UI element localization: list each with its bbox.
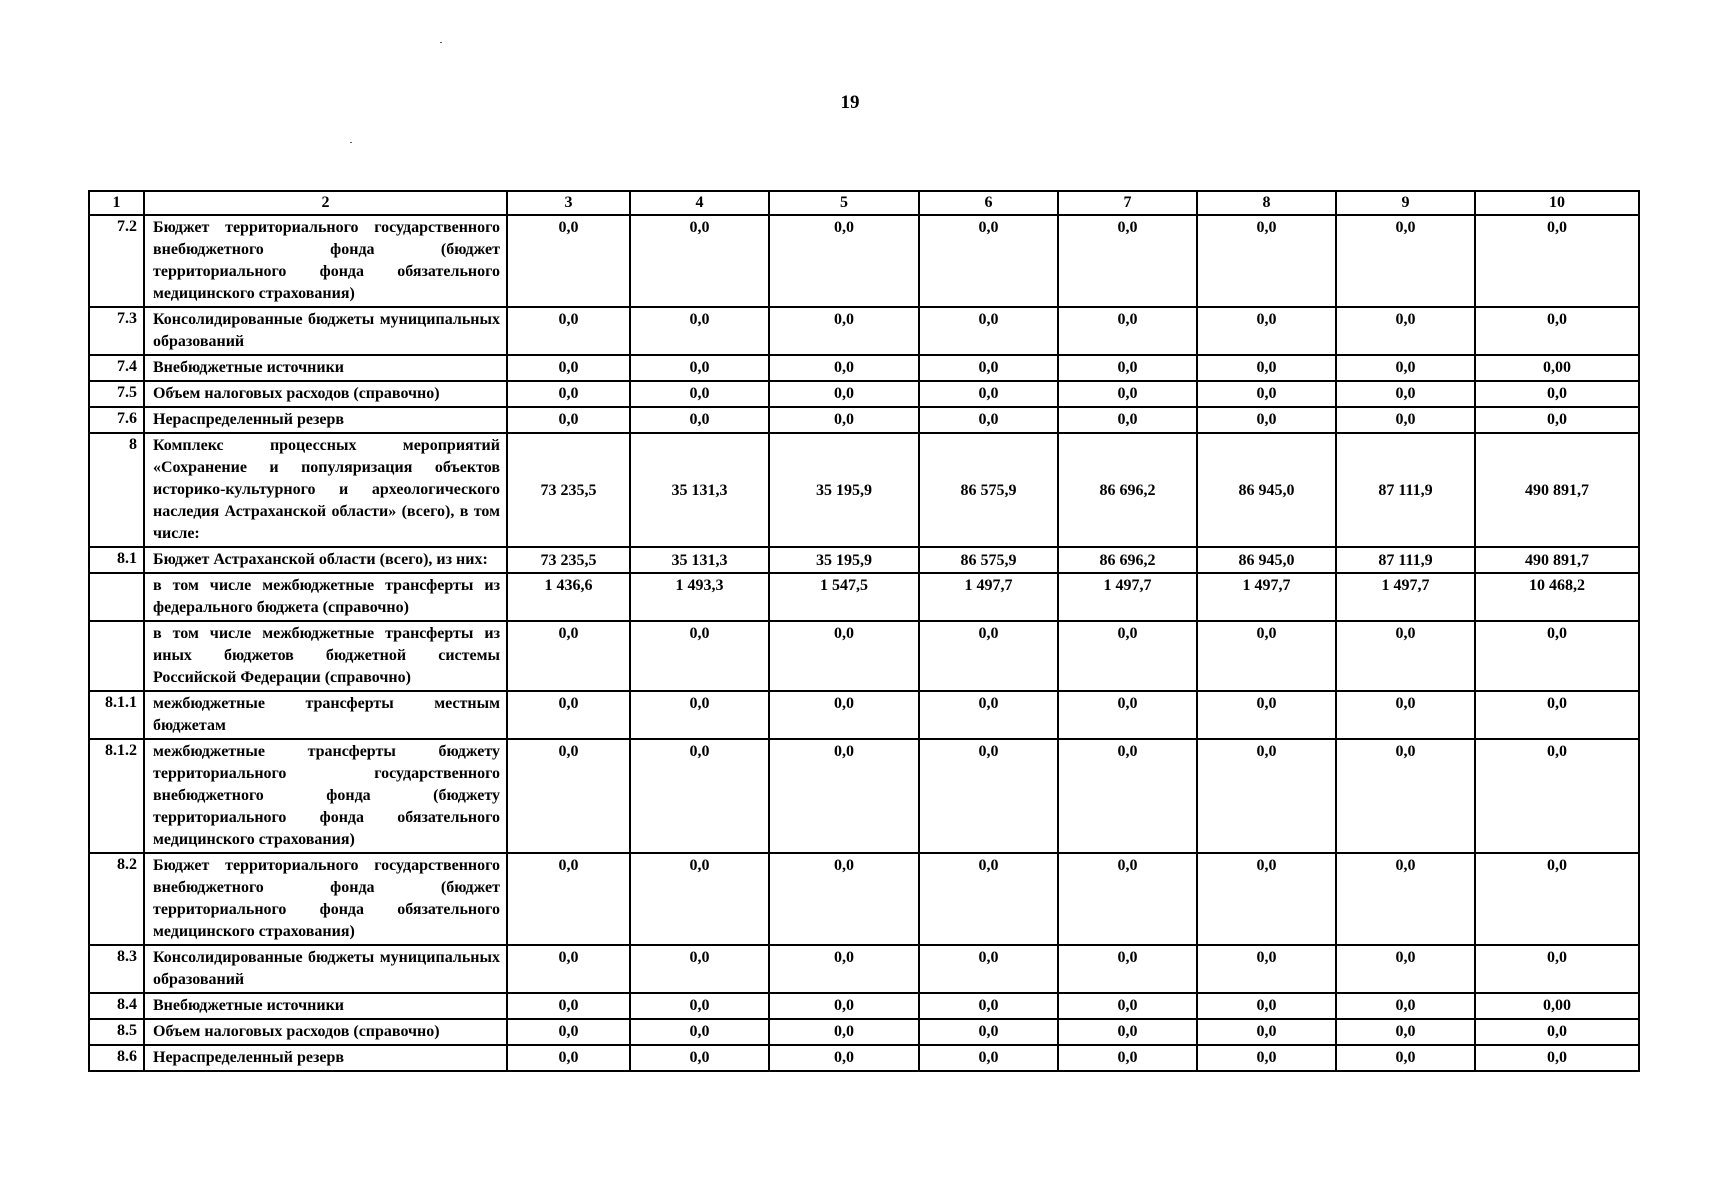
value-cell: 0,0 bbox=[507, 307, 630, 355]
row-number: 8.4 bbox=[89, 993, 144, 1019]
header-cell: 1 bbox=[89, 191, 144, 215]
header-cell: 6 bbox=[919, 191, 1058, 215]
value-cell: 0,0 bbox=[1197, 407, 1336, 433]
value-cell: 0,0 bbox=[1058, 355, 1197, 381]
value-cell: 1 497,7 bbox=[919, 573, 1058, 621]
value-cell: 0,0 bbox=[1058, 407, 1197, 433]
row-name: Внебюджетные источники bbox=[144, 993, 507, 1019]
row-number: 7.5 bbox=[89, 381, 144, 407]
value-cell: 86 945,0 bbox=[1197, 433, 1336, 547]
value-cell: 0,0 bbox=[1058, 215, 1197, 307]
value-cell: 0,0 bbox=[1336, 1019, 1475, 1045]
row-number: 8.1.1 bbox=[89, 691, 144, 739]
value-cell: 0,0 bbox=[769, 307, 919, 355]
row-number: 8.2 bbox=[89, 853, 144, 945]
value-cell: 0,0 bbox=[1058, 945, 1197, 993]
value-cell: 0,0 bbox=[630, 691, 769, 739]
value-cell: 0,0 bbox=[919, 993, 1058, 1019]
value-cell: 0,0 bbox=[769, 1045, 919, 1071]
value-cell: 0,0 bbox=[507, 691, 630, 739]
value-cell: 0,0 bbox=[1197, 993, 1336, 1019]
value-cell: 0,0 bbox=[1197, 691, 1336, 739]
value-cell: 87 111,9 bbox=[1336, 547, 1475, 573]
value-cell: 0,0 bbox=[1475, 621, 1639, 691]
row-number bbox=[89, 573, 144, 621]
value-cell: 35 131,3 bbox=[630, 433, 769, 547]
scan-speck bbox=[440, 42, 442, 43]
value-cell: 0,0 bbox=[1058, 621, 1197, 691]
value-cell: 73 235,5 bbox=[507, 433, 630, 547]
value-cell: 0,0 bbox=[769, 691, 919, 739]
header-cell: 9 bbox=[1336, 191, 1475, 215]
value-cell: 0,0 bbox=[1197, 1019, 1336, 1045]
value-cell: 0,0 bbox=[1197, 381, 1336, 407]
row-number: 8.3 bbox=[89, 945, 144, 993]
value-cell: 0,0 bbox=[1197, 1045, 1336, 1071]
table-row bbox=[89, 433, 1639, 547]
value-cell: 0,0 bbox=[1197, 853, 1336, 945]
row-name: Бюджет Астраханской области (всего), из них: bbox=[144, 547, 507, 573]
value-cell: 0,0 bbox=[1058, 691, 1197, 739]
value-cell: 0,0 bbox=[630, 853, 769, 945]
value-cell: 0,0 bbox=[1475, 1019, 1639, 1045]
value-cell: 0,0 bbox=[1336, 1045, 1475, 1071]
row-number: 8 bbox=[89, 433, 144, 547]
value-cell: 490 891,7 bbox=[1475, 433, 1639, 547]
value-cell: 1 497,7 bbox=[1058, 573, 1197, 621]
table-row bbox=[89, 381, 1639, 407]
table-row bbox=[89, 1045, 1639, 1071]
table-row bbox=[89, 691, 1639, 739]
value-cell: 0,0 bbox=[630, 355, 769, 381]
row-name: Консолидированные бюджеты муниципальных образований bbox=[144, 945, 507, 993]
header-cell: 4 bbox=[630, 191, 769, 215]
value-cell: 0,0 bbox=[1058, 739, 1197, 853]
value-cell: 0,0 bbox=[769, 215, 919, 307]
header-cell: 3 bbox=[507, 191, 630, 215]
table-row bbox=[89, 355, 1639, 381]
row-name: межбюджетные трансферты бюджету территориального государственного внебюджетного фонда (бюджету территориального фонда обязательного медицинского страхования) bbox=[144, 739, 507, 853]
value-cell: 0,0 bbox=[630, 307, 769, 355]
value-cell: 87 111,9 bbox=[1336, 433, 1475, 547]
value-cell: 0,0 bbox=[1197, 215, 1336, 307]
value-cell: 0,0 bbox=[630, 1019, 769, 1045]
value-cell: 0,0 bbox=[919, 215, 1058, 307]
value-cell: 0,0 bbox=[1475, 945, 1639, 993]
value-cell: 0,0 bbox=[919, 1019, 1058, 1045]
value-cell: 0,0 bbox=[919, 945, 1058, 993]
table-row bbox=[89, 993, 1639, 1019]
value-cell: 0,0 bbox=[507, 1019, 630, 1045]
value-cell: 86 696,2 bbox=[1058, 547, 1197, 573]
value-cell: 0,0 bbox=[769, 355, 919, 381]
value-cell: 0,0 bbox=[630, 945, 769, 993]
row-name: Консолидированные бюджеты муниципальных образований bbox=[144, 307, 507, 355]
budget-table bbox=[88, 190, 1640, 1072]
value-cell: 0,0 bbox=[1475, 1045, 1639, 1071]
value-cell: 0,0 bbox=[630, 407, 769, 433]
value-cell: 0,0 bbox=[1058, 1019, 1197, 1045]
table-row bbox=[89, 573, 1639, 621]
value-cell: 0,0 bbox=[919, 853, 1058, 945]
value-cell: 86 575,9 bbox=[919, 433, 1058, 547]
header-row bbox=[89, 191, 1639, 215]
table-row bbox=[89, 547, 1639, 573]
value-cell: 0,0 bbox=[1336, 355, 1475, 381]
row-number: 7.2 bbox=[89, 215, 144, 307]
value-cell: 86 696,2 bbox=[1058, 433, 1197, 547]
value-cell: 0,0 bbox=[769, 381, 919, 407]
value-cell: 0,0 bbox=[1058, 381, 1197, 407]
value-cell: 0,0 bbox=[769, 739, 919, 853]
value-cell: 0,0 bbox=[769, 407, 919, 433]
value-cell: 0,0 bbox=[919, 381, 1058, 407]
value-cell: 0,0 bbox=[507, 355, 630, 381]
value-cell: 86 945,0 bbox=[1197, 547, 1336, 573]
value-cell: 0,0 bbox=[1475, 853, 1639, 945]
value-cell: 0,0 bbox=[1336, 945, 1475, 993]
table-row bbox=[89, 215, 1639, 307]
table-row bbox=[89, 307, 1639, 355]
row-name: Внебюджетные источники bbox=[144, 355, 507, 381]
row-name: Бюджет территориального государственного внебюджетного фонда (бюджет территориального фонда обязательного медицинского страхования) bbox=[144, 853, 507, 945]
table-row bbox=[89, 1019, 1639, 1045]
row-number: 7.4 bbox=[89, 355, 144, 381]
value-cell: 35 195,9 bbox=[769, 433, 919, 547]
value-cell: 0,0 bbox=[1475, 739, 1639, 853]
value-cell: 1 547,5 bbox=[769, 573, 919, 621]
value-cell: 1 436,6 bbox=[507, 573, 630, 621]
value-cell: 0,0 bbox=[1058, 1045, 1197, 1071]
header-cell: 7 bbox=[1058, 191, 1197, 215]
table-row bbox=[89, 621, 1639, 691]
value-cell: 0,0 bbox=[630, 381, 769, 407]
value-cell: 0,0 bbox=[769, 945, 919, 993]
row-number: 8.1 bbox=[89, 547, 144, 573]
value-cell: 0,0 bbox=[769, 1019, 919, 1045]
row-name: межбюджетные трансферты местным бюджетам bbox=[144, 691, 507, 739]
value-cell: 0,0 bbox=[919, 739, 1058, 853]
row-name: Нераспределенный резерв bbox=[144, 1045, 507, 1071]
value-cell: 0,0 bbox=[507, 945, 630, 993]
value-cell: 0,0 bbox=[919, 1045, 1058, 1071]
value-cell: 0,0 bbox=[919, 307, 1058, 355]
value-cell: 0,0 bbox=[1336, 691, 1475, 739]
value-cell: 0,00 bbox=[1475, 993, 1639, 1019]
row-name: в том числе межбюджетные трансферты из федерального бюджета (справочно) bbox=[144, 573, 507, 621]
value-cell: 0,0 bbox=[1197, 621, 1336, 691]
value-cell: 0,0 bbox=[507, 1045, 630, 1071]
row-name: Комплекс процессных мероприятий «Сохранение и популяризация объектов историко-культурного и археологического наследия Астраханской области» (всего), в том числе: bbox=[144, 433, 507, 547]
value-cell: 0,0 bbox=[1475, 407, 1639, 433]
header-cell: 2 bbox=[144, 191, 507, 215]
table-row bbox=[89, 739, 1639, 853]
value-cell: 0,0 bbox=[630, 621, 769, 691]
table-body bbox=[89, 191, 1639, 1071]
row-number: 7.6 bbox=[89, 407, 144, 433]
value-cell: 0,0 bbox=[919, 691, 1058, 739]
value-cell: 0,0 bbox=[1197, 355, 1336, 381]
header-cell: 10 bbox=[1475, 191, 1639, 215]
value-cell: 0,0 bbox=[1058, 993, 1197, 1019]
value-cell: 0,0 bbox=[507, 381, 630, 407]
row-name: Нераспределенный резерв bbox=[144, 407, 507, 433]
value-cell: 1 497,7 bbox=[1197, 573, 1336, 621]
value-cell: 0,0 bbox=[507, 993, 630, 1019]
value-cell: 0,0 bbox=[1336, 853, 1475, 945]
value-cell: 0,0 bbox=[1336, 407, 1475, 433]
value-cell: 0,0 bbox=[1336, 993, 1475, 1019]
page-number: 19 bbox=[840, 92, 860, 113]
value-cell: 0,0 bbox=[1475, 691, 1639, 739]
value-cell: 0,0 bbox=[507, 739, 630, 853]
row-number: 8.6 bbox=[89, 1045, 144, 1071]
value-cell: 0,0 bbox=[769, 853, 919, 945]
header-cell: 8 bbox=[1197, 191, 1336, 215]
value-cell: 0,0 bbox=[769, 621, 919, 691]
value-cell: 73 235,5 bbox=[507, 547, 630, 573]
value-cell: 0,0 bbox=[919, 407, 1058, 433]
header-cell: 5 bbox=[769, 191, 919, 215]
row-name: Бюджет территориального государственного внебюджетного фонда (бюджет территориального фонда обязательного медицинского страхования) bbox=[144, 215, 507, 307]
value-cell: 35 195,9 bbox=[769, 547, 919, 573]
value-cell: 0,0 bbox=[1336, 307, 1475, 355]
row-name: Объем налоговых расходов (справочно) bbox=[144, 381, 507, 407]
value-cell: 0,0 bbox=[507, 621, 630, 691]
row-name: в том числе межбюджетные трансферты из иных бюджетов бюджетной системы Российской Федерации (справочно) bbox=[144, 621, 507, 691]
value-cell: 0,0 bbox=[919, 621, 1058, 691]
table-row bbox=[89, 407, 1639, 433]
value-cell: 1 497,7 bbox=[1336, 573, 1475, 621]
value-cell: 490 891,7 bbox=[1475, 547, 1639, 573]
table-row bbox=[89, 945, 1639, 993]
value-cell: 35 131,3 bbox=[630, 547, 769, 573]
value-cell: 0,0 bbox=[1475, 215, 1639, 307]
value-cell: 0,0 bbox=[1475, 307, 1639, 355]
value-cell: 0,0 bbox=[1197, 307, 1336, 355]
value-cell: 0,0 bbox=[507, 215, 630, 307]
value-cell: 0,0 bbox=[1336, 739, 1475, 853]
value-cell: 0,0 bbox=[1197, 945, 1336, 993]
value-cell: 1 493,3 bbox=[630, 573, 769, 621]
value-cell: 0,0 bbox=[1197, 739, 1336, 853]
value-cell: 0,0 bbox=[1336, 381, 1475, 407]
value-cell: 0,0 bbox=[1475, 381, 1639, 407]
value-cell: 0,00 bbox=[1475, 355, 1639, 381]
row-number bbox=[89, 621, 144, 691]
row-number: 7.3 bbox=[89, 307, 144, 355]
value-cell: 0,0 bbox=[1336, 215, 1475, 307]
value-cell: 0,0 bbox=[630, 993, 769, 1019]
value-cell: 0,0 bbox=[769, 993, 919, 1019]
table-row bbox=[89, 853, 1639, 945]
row-number: 8.1.2 bbox=[89, 739, 144, 853]
row-name: Объем налоговых расходов (справочно) bbox=[144, 1019, 507, 1045]
value-cell: 0,0 bbox=[1336, 621, 1475, 691]
value-cell: 0,0 bbox=[507, 407, 630, 433]
value-cell: 0,0 bbox=[507, 853, 630, 945]
value-cell: 0,0 bbox=[1058, 853, 1197, 945]
value-cell: 0,0 bbox=[630, 739, 769, 853]
value-cell: 10 468,2 bbox=[1475, 573, 1639, 621]
scan-speck bbox=[350, 142, 352, 143]
value-cell: 0,0 bbox=[1058, 307, 1197, 355]
value-cell: 86 575,9 bbox=[919, 547, 1058, 573]
row-number: 8.5 bbox=[89, 1019, 144, 1045]
value-cell: 0,0 bbox=[919, 355, 1058, 381]
value-cell: 0,0 bbox=[630, 1045, 769, 1071]
value-cell: 0,0 bbox=[630, 215, 769, 307]
